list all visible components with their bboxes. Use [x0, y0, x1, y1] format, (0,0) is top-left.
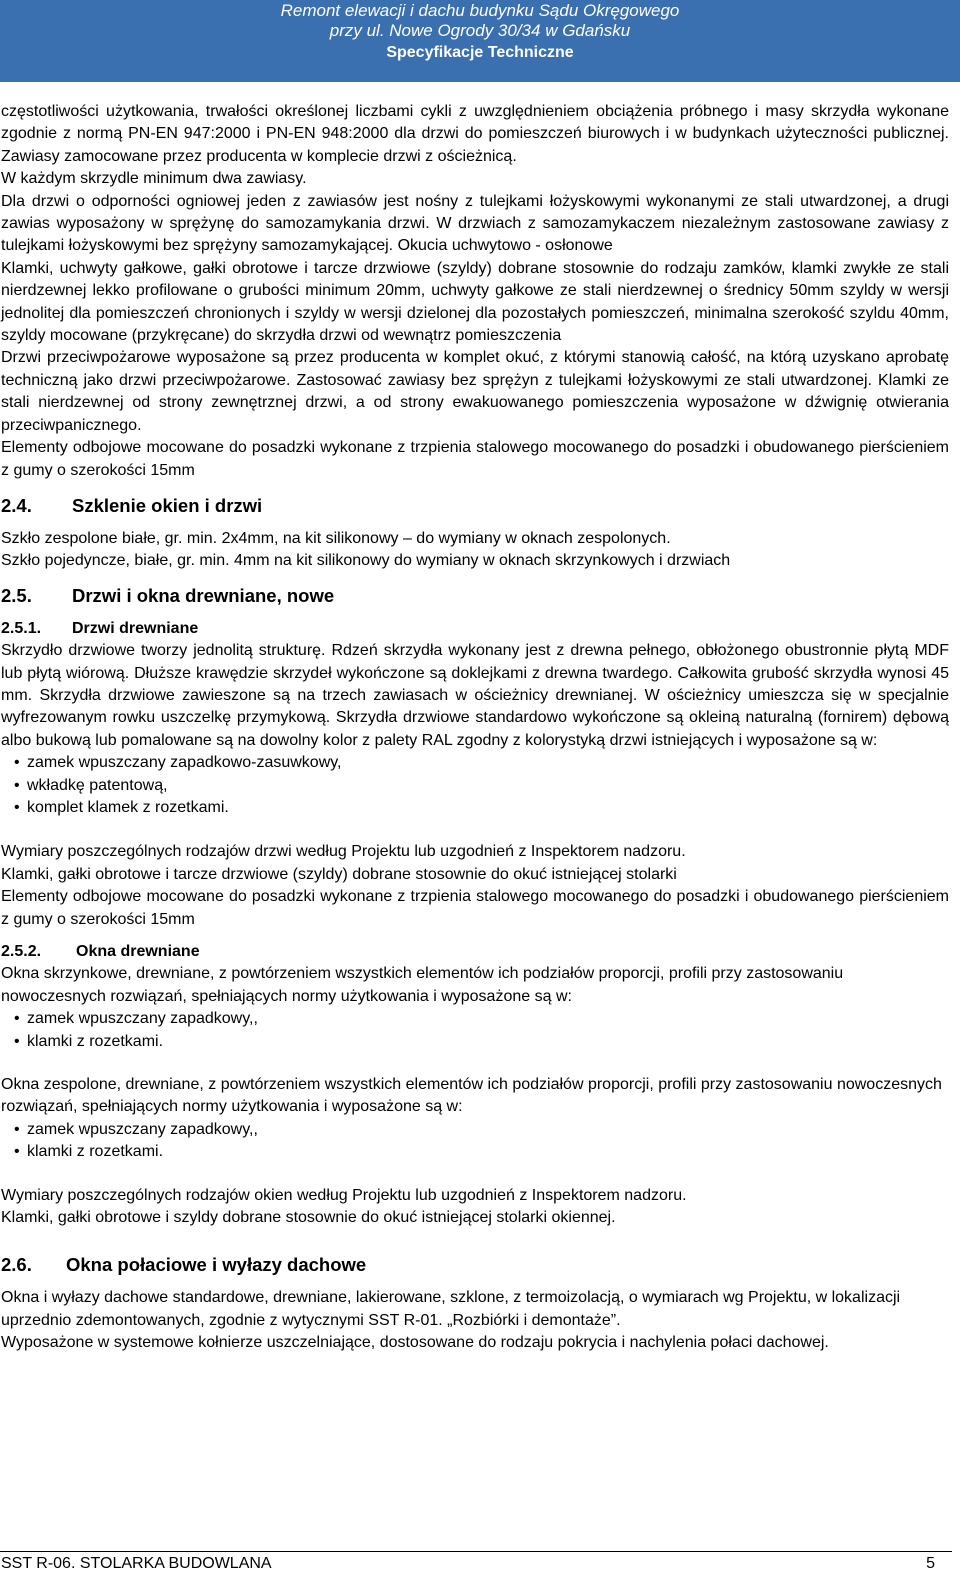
section-heading-2-6: [1, 1252, 949, 1278]
list-item: • zamek wpuszczany zapadkowy,,: [27, 1008, 949, 1030]
footer-divider: [0, 1551, 952, 1552]
intro-paragraph-hinges: częstotliwości użytkowania, trwałości określonej liczbami cykli z uwzględnieniem obciążenia próbnego i masy skrzydła wykonane zgodnie z normą PN-EN 947:2000 i PN-EN 948:2000 dla drzwi do pomieszczeń biurowych i w budynkach użyteczności publicznej. Zawiasy zamocowane przez producenta w komplecie drzwi z ościeżnicą.: [1, 103, 949, 165]
subsection-heading-2-5-2: [1, 941, 949, 963]
doors-dimensions-note: Wymiary poszczególnych rodzajów drzwi według Projektu lub uzgodnień z Inspektorem nadzoru.: [1, 843, 686, 861]
header-doc-type: Specyfikacje Techniczne: [386, 44, 574, 61]
roof-windows-flashing: Wyposażone w systemowe kołnierze uszczelniające, dostosowane do rodzaju pokrycia i nachylenia połaci dachowej.: [1, 1334, 829, 1352]
list-item: • wkładkę patentową,: [27, 775, 949, 797]
list-item: • zamek wpuszczany zapadkowo-zasuwkowy,: [27, 752, 949, 774]
windows-dimensions-note: Wymiary poszczególnych rodzajów okien według Projektu lub uzgodnień z Inspektorem nadzoru.: [1, 1186, 687, 1204]
box-windows-description: Okna skrzynkowe, drewniane, z powtórzeniem wszystkich elementów ich podziałów proporcji, profili przy zastosowaniu nowoczesnych rozwiązań, spełniających normy użytkowania i wyposażone są w:: [1, 965, 844, 1005]
section-heading-2-5: [1, 583, 949, 609]
section-heading-2-4: [1, 493, 949, 519]
header-project-title: Remont elewacji i dachu budynku Sądu Okręgowego: [280, 1, 680, 20]
subsection-number: 2.5.1.: [1, 619, 42, 637]
intro-paragraph-door-stops: Elementy odbojowe mocowane do posadzki wykonane z trzpienia stalowego mocowanego do posadzki i obudowanego pierścieniem z gumy o szerokości 15mm: [1, 439, 949, 479]
subsection-title: Okna drewniane: [76, 943, 200, 960]
composite-windows-description: Okna zespolone, drewniane, z powtórzeniem wszystkich elementów ich podziałów proporcji, profili przy zastosowaniu nowoczesnych rozwiązań, spełniających normy użytkowania i wyposażone są w:: [1, 1076, 942, 1116]
doors-description: Skrzydło drzwiowe tworzy jednolitą strukturę. Rdzeń skrzydła wykonany jest z drewna pełnego, obłożonego obustronnie płytą MDF lub płytą wiórową. Dłuższe krawędzie skrzydeł wykończone są doklejkami z drewna twardego. Całkowita grubość skrzydła wynosi 45 mm. Skrzydła drzwiowe zawieszone są na trzech zawiasach w ościeżnicy drewnianej. W ościeżnicy umieszcza się w specjalnie wyfrezowanym rowku uszczelkę przymykową. Skrzydła drzwiowe standardowo wykończone są okleiną naturalną (fornirem) dębową albo bukową lub pomalowane są na dowolny kolor z palety RAL zgodny z kolorystyką drzwi istniejących i wyposażone są w:: [1, 642, 949, 749]
list-item: • klamki z rozetkami.: [27, 1141, 949, 1163]
section-number: 2.4.: [1, 494, 32, 516]
intro-paragraph-handles: Klamki, uchwyty gałkowe, gałki obrotowe i tarcze drzwiowe (szyldy) dobrane stosownie do rodzaju zamków, klamki zwykłe ze stali nierdzewnej lekko profilowane o grubości minimum 20mm, uchwyty gałkowe ze stali nierdzewnej o średnicy 50mm szyldy w wersji jednolitej dla pomieszczeń chronionych i szyldy w wersji dzielonej dla pozostałych pomieszczeń, minimalna szerokość szyldu 40mm, szyldy mocowane (przykręcane) do skrzydła drzwi od wewnątrz pomieszczenia: [1, 259, 949, 345]
list-item: • zamek wpuszczany zapadkowy,,: [27, 1119, 949, 1141]
section-title: Szklenie okien i drzwi: [72, 494, 263, 516]
list-item: • klamki z rozetkami.: [27, 1031, 949, 1053]
header-address: przy ul. Nowe Ogrody 30/34 w Gdańsku: [329, 21, 631, 40]
roof-windows-description: Okna i wyłazy dachowe standardowe, drewniane, lakierowane, szklone, z termoizolacją, o wymiarach wg Projektu, w lokalizacji uprzednio zdemontowanych, zgodnie z wytycznymi SST R-01. „Rozbiórki i demontaże”.: [1, 1289, 901, 1329]
subsection-title: Drzwi drewniane: [72, 619, 199, 637]
composite-windows-equipment-list: [1, 1119, 949, 1164]
section-number: 2.5.: [1, 584, 32, 606]
glazing-line-2: Szkło pojedyncze, białe, gr. min. 4mm na kit silikonowy do wymiany w oknach skrzynkowych i drzwiach: [1, 552, 731, 570]
subsection-heading-2-5-1: [1, 618, 949, 640]
intro-paragraph-fire-doors: Dla drzwi o odporności ogniowej jeden z zawiasów jest nośny z tulejkami łożyskowymi wykonanymi ze stali utwardzonej, a drugi zawias wyposażony w sprężynę do samozamykania drzwi. W drzwiach z samozamykaczem niezależnym zastosowane zawiasy z tulejkami łożyskowymi bez sprężyny samozamykającej. Okucia uchwytowo - osłonowe: [1, 192, 949, 255]
section-number: 2.6.: [1, 1254, 32, 1276]
intro-paragraph-min-hinges: W każdym skrzydle minimum dwa zawiasy.: [1, 170, 307, 188]
doors-stops-note: Elementy odbojowe mocowane do posadzki wykonane z trzpienia stalowego mocowanego do posadzki i obudowanego pierścieniem z gumy o szerokości 15mm: [1, 888, 949, 928]
doors-handles-note: Klamki, gałki obrotowe i tarcze drzwiowe (szyldy) dobrane stosownie do okuć istniejącej stolarki: [1, 865, 677, 883]
document-body: [1, 101, 949, 1355]
page-footer: [1, 1553, 935, 1575]
windows-handles-note: Klamki, gałki obrotowe i szyldy dobrane stosownie do okuć istniejącej stolarki okiennej.: [1, 1209, 616, 1227]
intro-paragraph-fire-fittings: Drzwi przeciwpożarowe wyposażone są przez producenta w komplet okuć, z którymi stanowią całość, na którą uzyskano aprobatę techniczną jako drzwi przeciwpożarowe. Zastosować zawiasy bez sprężyn z tulejkami łożyskowymi ze stali utwardzonej. Klamki ze stali nierdzewnej od strony zewnętrznej drzwi, a od strony ewakuowanego pomieszczenia wyposażone w dźwignię otwierania przeciwpanicznego.: [1, 349, 949, 434]
subsection-number: 2.5.2.: [1, 943, 42, 960]
section-title: Okna połaciowe i wyłazy dachowe: [66, 1254, 367, 1276]
box-windows-equipment-list: [1, 1008, 949, 1053]
page-header: [0, 0, 960, 82]
list-item: • komplet klamek z rozetkami.: [27, 797, 949, 819]
doors-equipment-list: [1, 752, 949, 819]
footer-document-title: SST R-06. STOLARKA BUDOWLANA: [1, 1555, 272, 1572]
page-number: 5: [926, 1555, 935, 1572]
section-title: Drzwi i okna drewniane, nowe: [72, 584, 335, 606]
glazing-line-1: Szkło zespolone białe, gr. min. 2x4mm, na kit silikonowy – do wymiany w oknach zespolonych.: [1, 529, 671, 547]
